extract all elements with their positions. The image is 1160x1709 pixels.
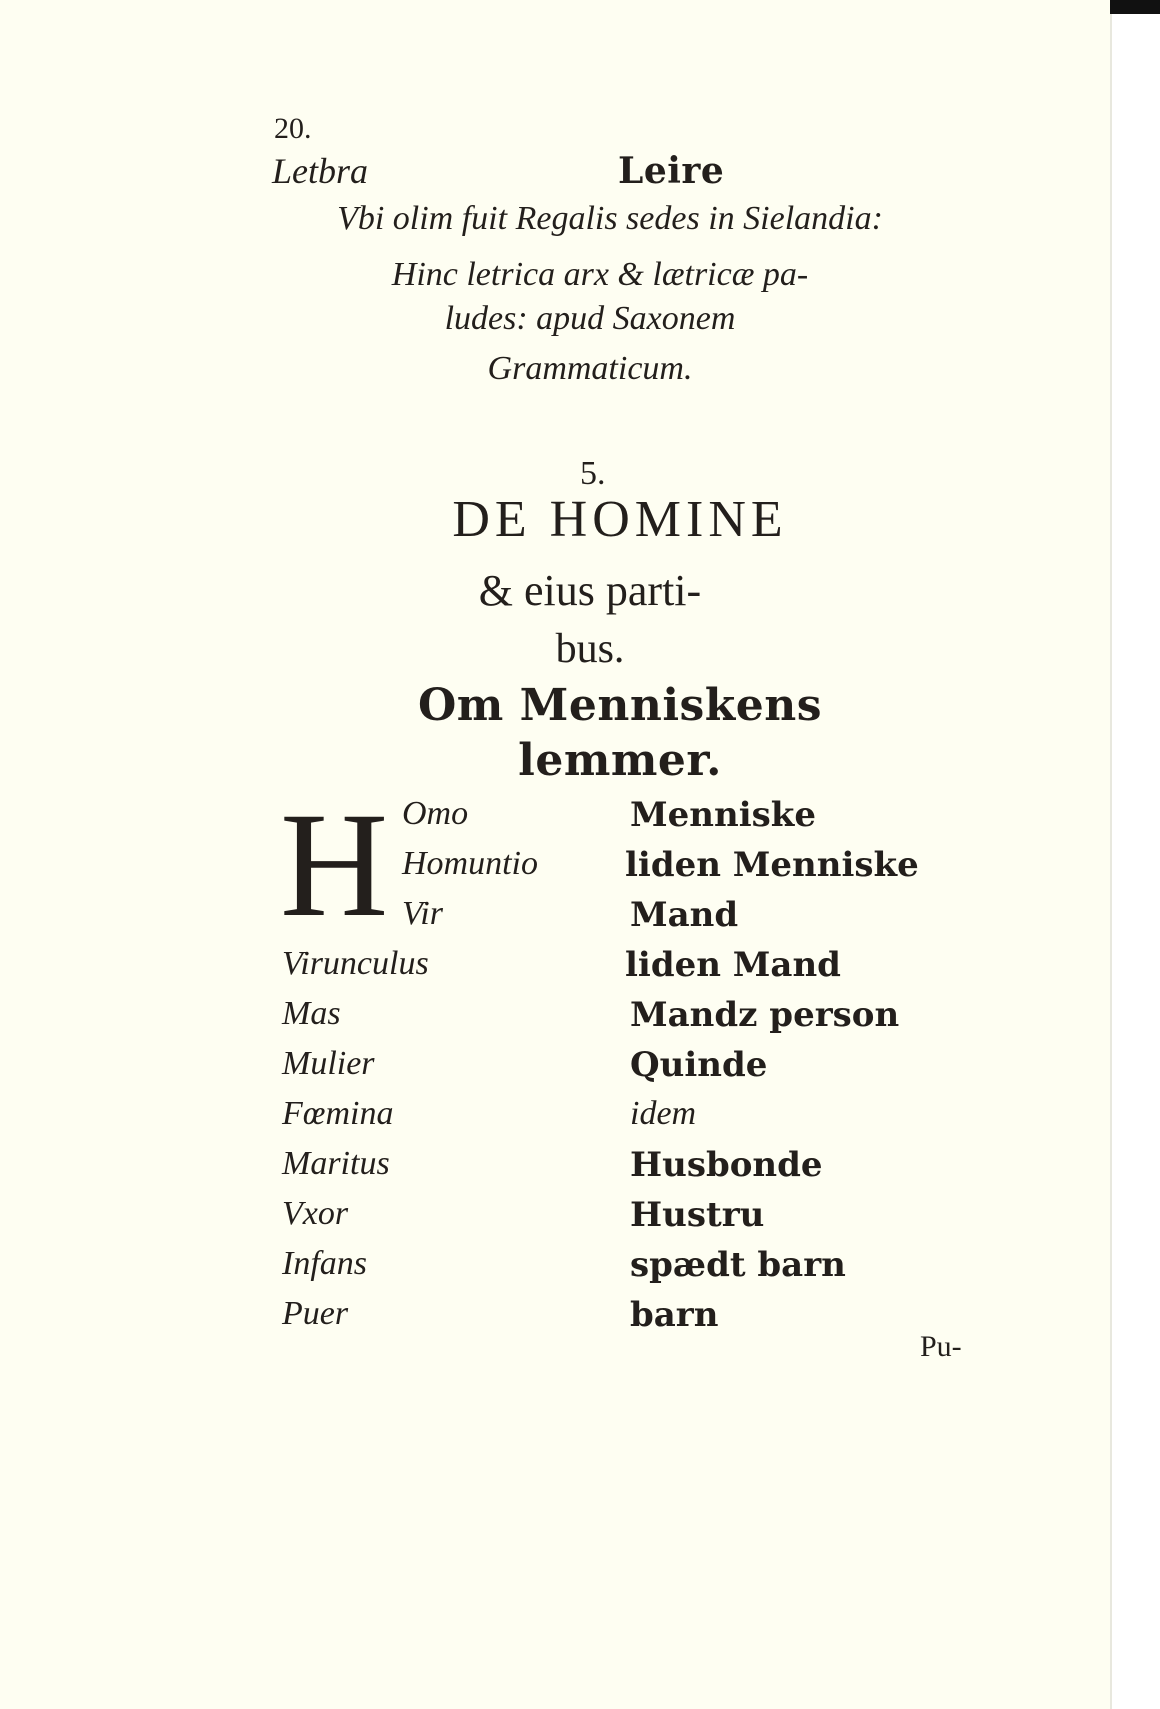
section-title: DE HOMINE [452, 491, 788, 548]
vocab-latin: Mulier [282, 1045, 375, 1082]
vocab-danish: liden Menniske [625, 845, 919, 885]
vocab-latin: Homuntio [402, 845, 538, 882]
scan-edge-mark [1110, 0, 1160, 14]
vocab-danish: liden Mand [625, 945, 841, 985]
vocab-latin: Vxor [282, 1195, 349, 1232]
section-title: bus. [555, 626, 625, 672]
vocab-latin: Mas [282, 995, 341, 1032]
vocab-danish: Husbonde [630, 1145, 823, 1185]
vocab-danish: Mandz person [630, 995, 900, 1035]
entry-latin: Letbra [272, 151, 369, 191]
vocab-latin: Omo [402, 795, 469, 832]
note-line: Grammaticum. [487, 350, 693, 387]
vocab-latin: Vir [402, 895, 443, 932]
vocab-latin: Puer [282, 1295, 349, 1332]
note-line: Hinc letrica arx & lætricæ pa- [391, 256, 809, 293]
note-line: ludes: apud Saxonem [444, 300, 736, 337]
section-number: 5. [580, 455, 606, 492]
vocab-danish: spædt barn [630, 1245, 846, 1285]
note-line: Vbi olim fuit Regalis sedes in Sielandia: [337, 200, 883, 237]
catchword: Pu- [920, 1330, 962, 1363]
vocab-latin: Fœmina [282, 1095, 394, 1132]
vocab-danish: Hustru [630, 1195, 765, 1235]
vocab-danish: barn [630, 1295, 719, 1335]
danish-section-title: lemmer. [518, 735, 722, 786]
entry-danish: Leire [618, 150, 725, 192]
vocab-danish: Menniske [630, 795, 816, 835]
drop-cap: H [280, 782, 389, 948]
vocab-latin: Maritus [282, 1145, 390, 1182]
vocab-danish: Quinde [630, 1045, 768, 1085]
vocab-latin: Virunculus [282, 945, 429, 982]
vocab-danish: idem [630, 1095, 697, 1132]
page-number: 20. [274, 112, 312, 145]
vocab-latin: Infans [282, 1245, 367, 1282]
section-title: & eius parti- [478, 566, 702, 615]
danish-section-title: Om Menniskens [417, 680, 823, 731]
vocab-danish: Mand [630, 895, 739, 935]
